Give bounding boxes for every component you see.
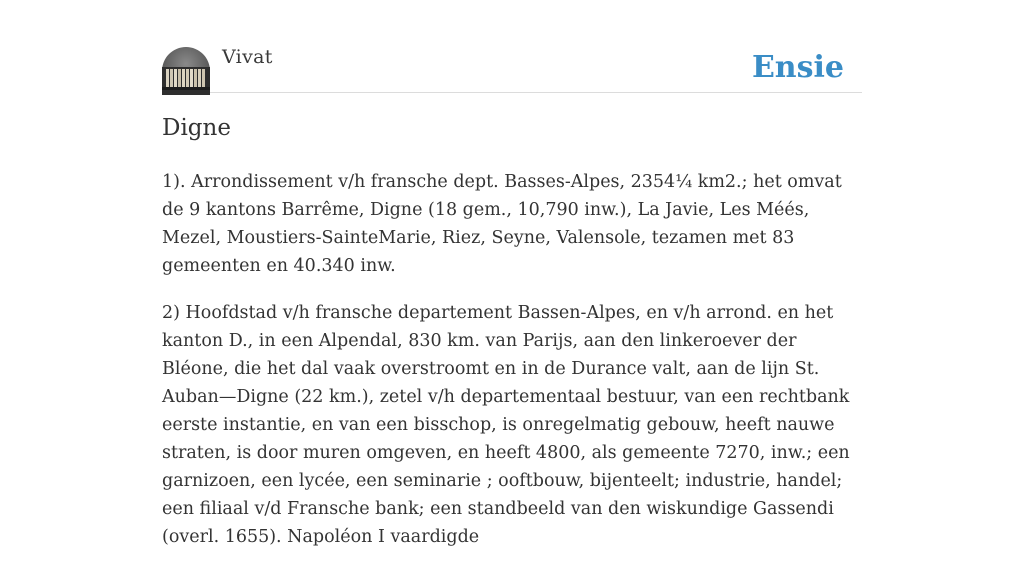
brand-logo[interactable]: Ensie bbox=[751, 50, 844, 85]
paragraph-2: 2) Hoofdstad v/h fransche departement Bassen-Alpes, en v/h arrond. en het kanton D., in een Alpendal, 830 km. van Parijs, aan den linkeroever der Bléone, die het dal vaak overstroomt en in de Durance valt, aan de lijn St. Auban—Digne (22 km.), zetel v/h departementaal bestuur, van een rechtbank eerste instantie, en van een bisschop, is onregelmatig gebouw, heeft nauwe straten, is door muren omgeven, en heeft 4800, als gemeente 7270, inw.; een garnizoen, een lycée, een seminarie ; ooftbouw, bijenteelt; industrie, handel; een filiaal v/d Fransche bank; een standbeeld van den wiskundige Gassendi (overl. 1655). Napoléon I vaardigde bbox=[162, 303, 850, 547]
article-title: Digne bbox=[162, 115, 231, 141]
header bbox=[162, 46, 862, 93]
author-name[interactable]: Vivat bbox=[222, 46, 273, 68]
article-content bbox=[162, 168, 862, 570]
paragraph-1: 1). Arrondissement v/h fransche dept. Basses-Alpes, 2354¼ km2.; het omvat de 9 kantons Barrême, Digne (18 gem., 10,790 inw.), La Javie, Les Méés, Mezel, Moustiers-SainteMarie, Riez, Seyne, Valensole, tezamen met 83 gemeenten en 40.340 inw. bbox=[162, 172, 842, 276]
bookshelf-icon bbox=[162, 47, 210, 95]
avatar[interactable] bbox=[162, 47, 210, 95]
